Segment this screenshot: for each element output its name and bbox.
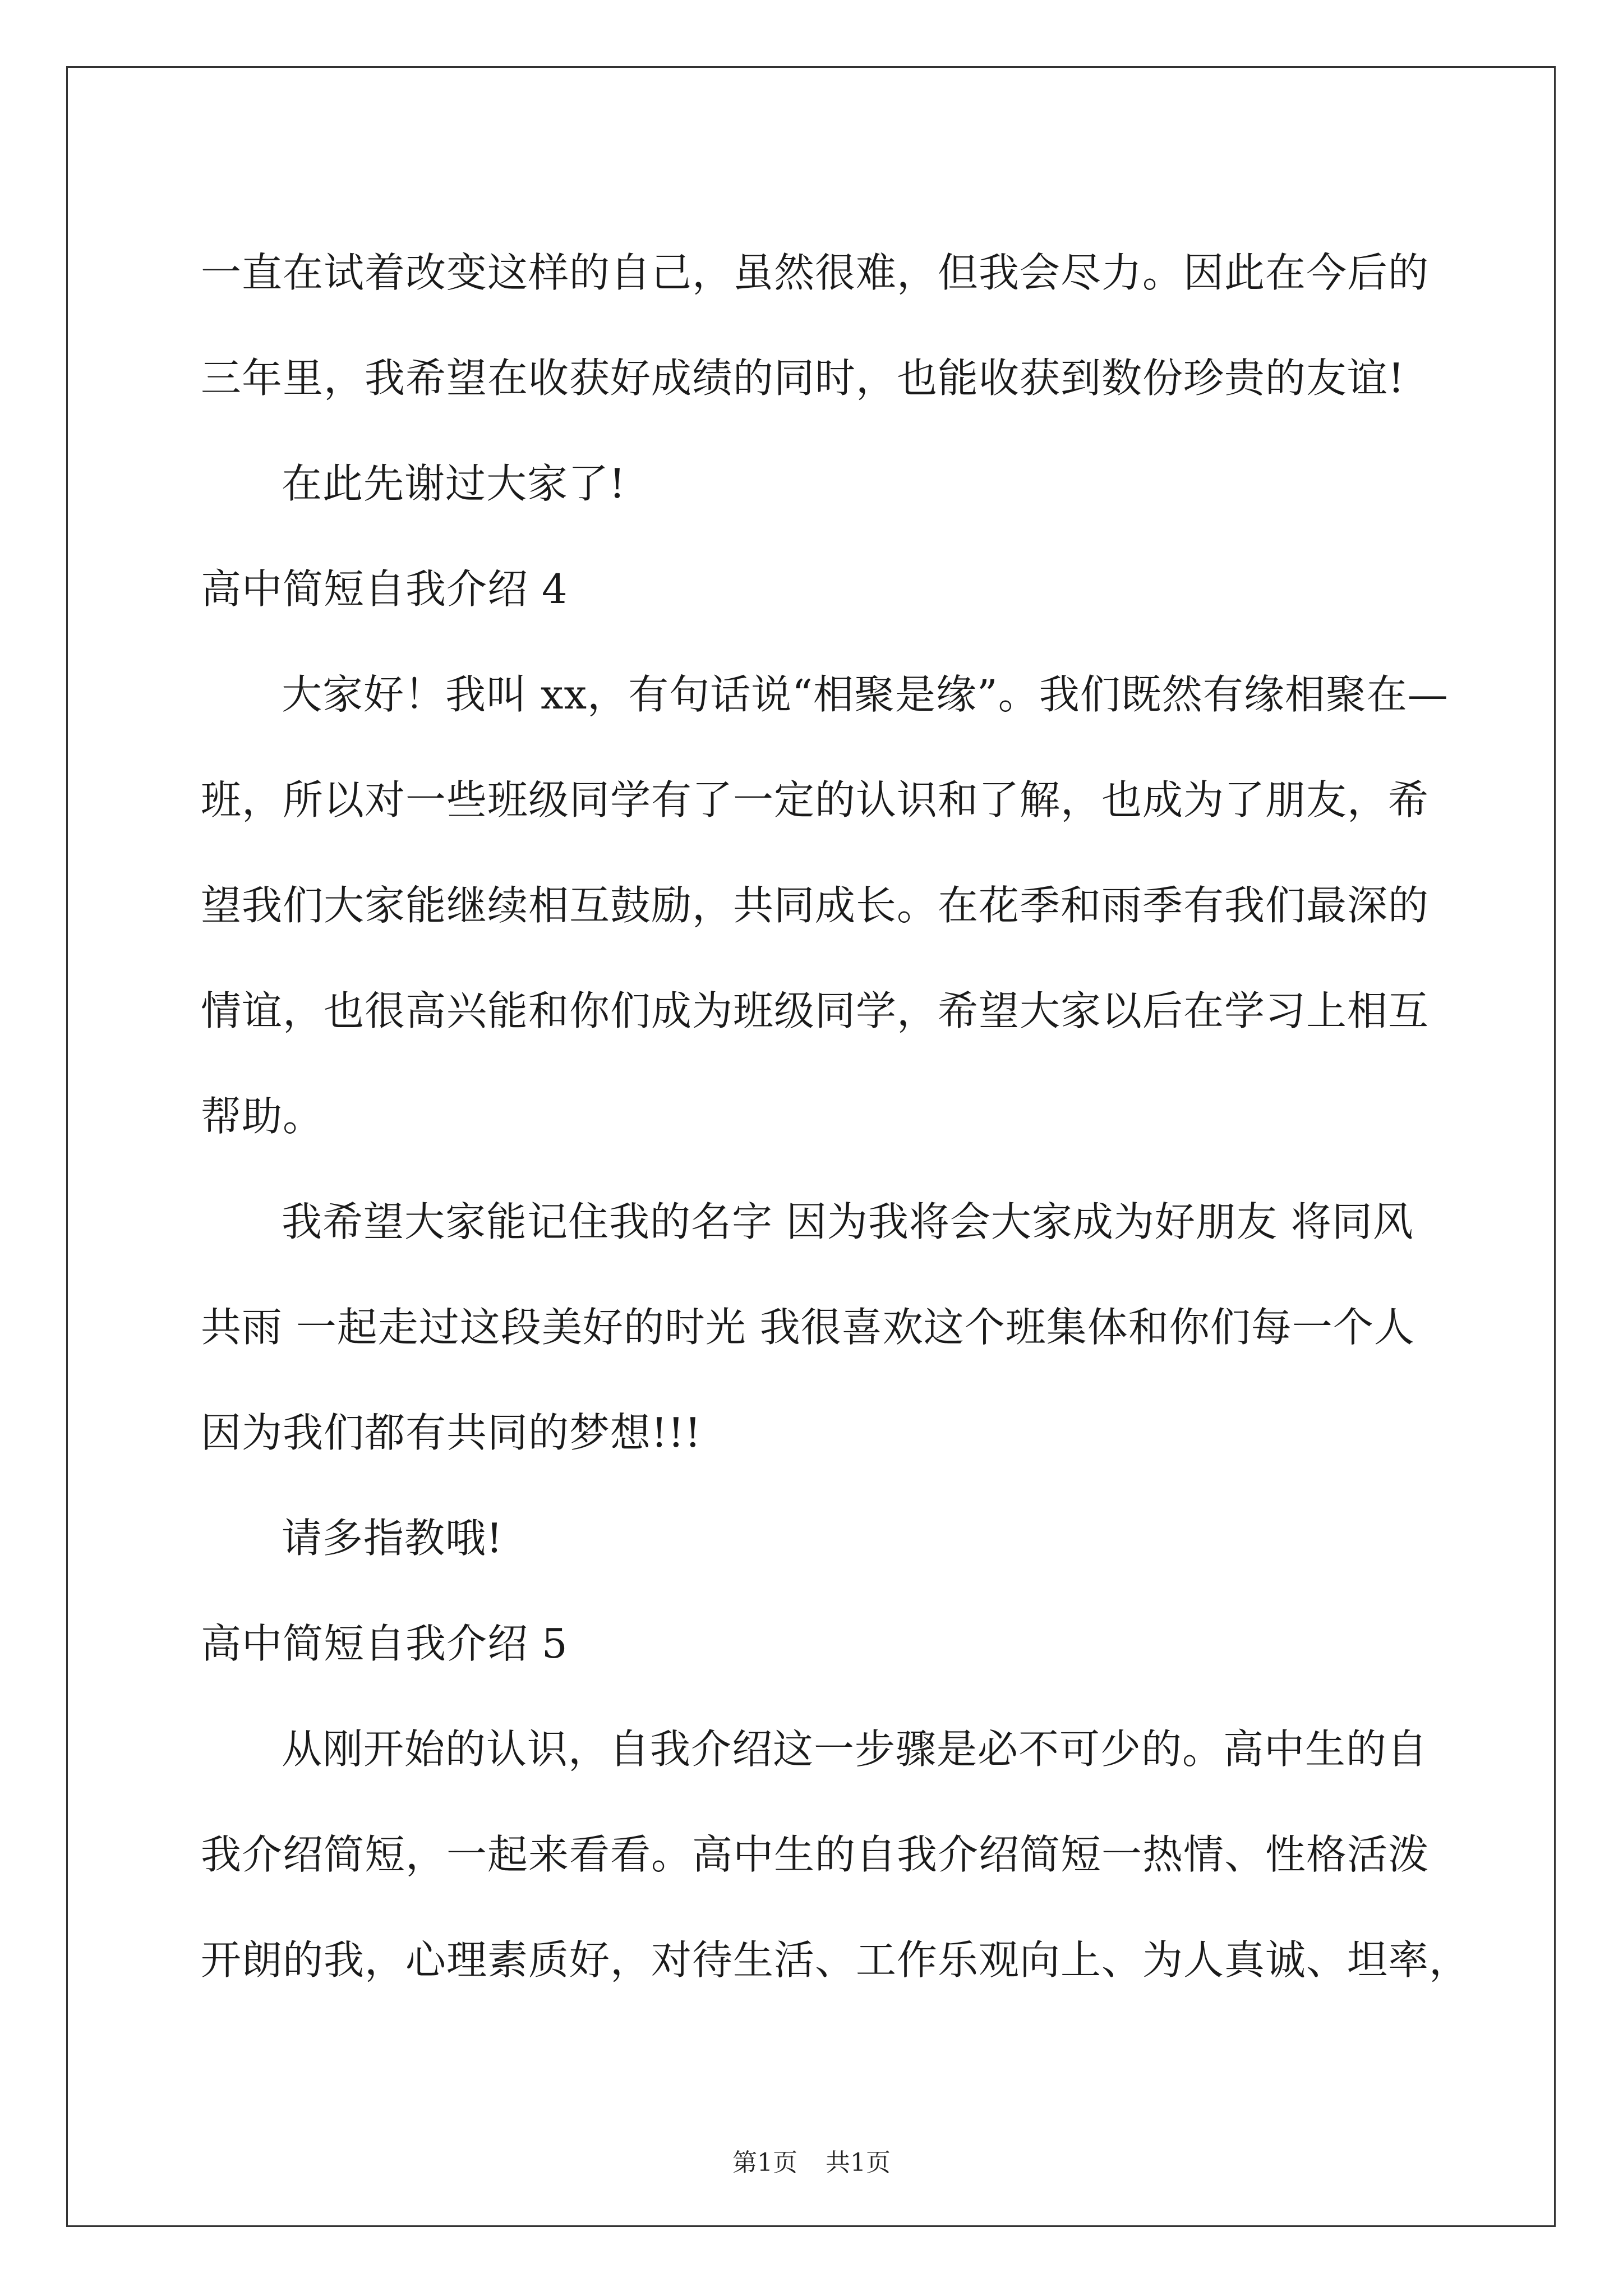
- paragraph-line: 三年里，我希望在收获好成绩的同时，也能收获到数份珍贵的友谊!: [201, 355, 1405, 402]
- page-footer: [0, 2146, 1623, 2180]
- paragraph-line: 望我们大家能继续相互鼓励，共同成长。在花季和雨季有我们最深的: [201, 882, 1430, 929]
- page-total: 共1页: [826, 2148, 891, 2177]
- paragraph-line: 大家好！我叫 xx，有句话说“相聚是缘”。我们既然有缘相聚在—: [282, 671, 1449, 718]
- paragraph-line: 从刚开始的认识，自我介绍这一步骤是必不可少的。高中生的自: [282, 1726, 1428, 1773]
- section-heading: 高中简短自我介绍 5: [201, 1620, 568, 1667]
- paragraph-line: 一直在试着改变这样的自己，虽然很难，但我会尽力。因此在今后的: [201, 249, 1430, 296]
- paragraph-line: 班，所以对一些班级同学有了一定的认识和了解，也成为了朋友，希: [201, 776, 1430, 823]
- page-number: 第1页: [732, 2148, 797, 2177]
- paragraph-line: 共雨 一起走过这段美好的时光 我很喜欢这个班集体和你们每一个人: [201, 1304, 1415, 1351]
- paragraph-line: 因为我们都有共同的梦想!!!: [201, 1409, 702, 1456]
- paragraph-line: 帮助。: [201, 1093, 324, 1140]
- paragraph-line: 请多指教哦!: [282, 1515, 503, 1562]
- paragraph-line: 情谊，也很高兴能和你们成为班级同学，希望大家以后在学习上相互: [201, 987, 1430, 1034]
- section-heading: 高中简短自我介绍 4: [201, 565, 568, 613]
- paragraph-line: 我希望大家能记住我的名字 因为我将会大家成为好朋友 将同风: [282, 1198, 1414, 1245]
- paragraph-line: 开朗的我，心理素质好，对待生活、工作乐观向上、为人真诚、坦率，: [201, 1936, 1470, 1984]
- document-body: [201, 220, 1470, 2013]
- paragraph-line: 我介绍简短，一起来看看。高中生的自我介绍简短一热情、性格活泼: [201, 1831, 1430, 1878]
- paragraph-line: 在此先谢过大家了!: [282, 460, 626, 507]
